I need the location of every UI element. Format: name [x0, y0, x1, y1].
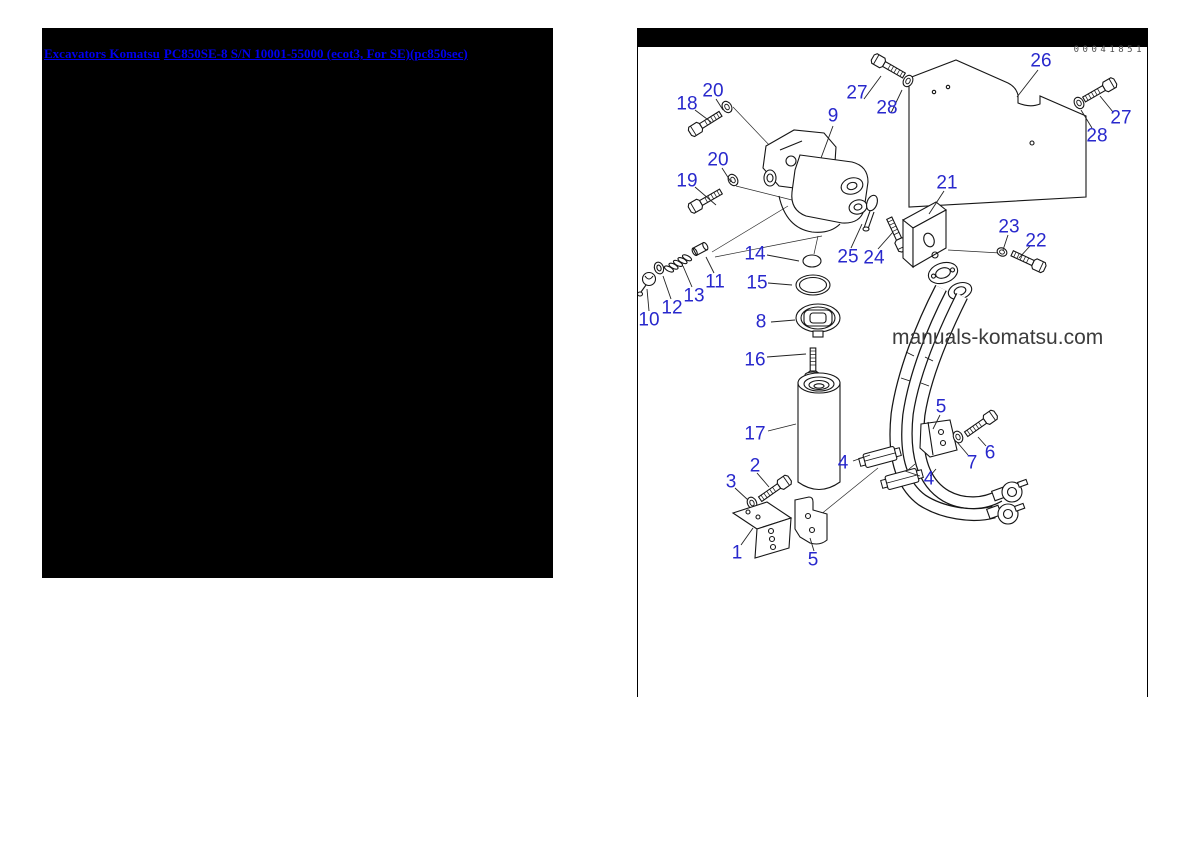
- washer-20-lower: [726, 173, 740, 188]
- seal-14: [803, 255, 821, 267]
- part-number-callout-17: 17: [744, 423, 766, 445]
- part-number-callout-9: 9: [827, 105, 839, 127]
- diagram-top-bar: [637, 28, 1148, 47]
- part-number-callout-2: 2: [749, 455, 761, 477]
- filter-element-17: [798, 373, 840, 490]
- callout-leader-line: [771, 320, 795, 322]
- parts-diagram-panel: [637, 28, 1148, 697]
- bolt-22: [1010, 248, 1047, 273]
- part-number-callout-18: 18: [676, 93, 698, 115]
- part-number-callout-19: 19: [676, 170, 698, 192]
- part-number-callout-27: 27: [846, 82, 868, 104]
- hose-flange-upper: [926, 259, 961, 287]
- figure-serial-number: 00041851: [1073, 45, 1145, 55]
- breadcrumb: [42, 28, 553, 61]
- part-number-callout-11: 11: [705, 271, 725, 293]
- callout-leader-line: [683, 266, 692, 287]
- bolt-27-right: [1081, 77, 1118, 105]
- part-number-callout-20: 20: [707, 149, 729, 171]
- part-number-callout-4: 4: [837, 452, 849, 474]
- callout-leader-line: [1017, 70, 1038, 97]
- part-number-callout-16: 16: [744, 349, 766, 371]
- callout-leader-line: [767, 354, 806, 357]
- part-number-callout-5: 5: [935, 396, 947, 418]
- part-number-callout-25: 25: [837, 246, 859, 268]
- left-black-panel: [42, 28, 553, 578]
- part-number-callout-7: 7: [966, 452, 978, 474]
- filter-head-9: [763, 130, 869, 232]
- parts-diagram-image: [637, 47, 1148, 697]
- part-number-callout-13: 13: [683, 285, 705, 307]
- part-number-callout-14: 14: [744, 243, 766, 265]
- callout-leader-line: [741, 528, 753, 545]
- block-21: [903, 202, 946, 267]
- part-number-callout-3: 3: [725, 471, 737, 493]
- part-number-callout-10: 10: [638, 309, 660, 331]
- part-number-callout-28: 28: [876, 97, 898, 119]
- callout-leader-line: [767, 255, 799, 261]
- bolt-6: [963, 409, 999, 439]
- part-number-callout-27: 27: [1110, 107, 1132, 129]
- part-number-callout-8: 8: [755, 311, 767, 333]
- part-number-callout-28: 28: [1086, 125, 1108, 147]
- nut-23: [996, 246, 1008, 257]
- bolt-27-left: [870, 53, 907, 81]
- part-number-callout-5: 5: [807, 549, 819, 571]
- washer-20-upper: [720, 100, 734, 115]
- part-number-callout-15: 15: [746, 272, 768, 294]
- callout-leader-line: [768, 283, 792, 285]
- part-number-callout-12: 12: [661, 297, 683, 319]
- breadcrumb-link-model[interactable]: PC850SE-8 S/N 10001-55000 (ecot3, For SE)(pc850sec): [163, 46, 468, 61]
- part-number-callout-6: 6: [984, 442, 996, 464]
- part-number-callout-1: 1: [731, 542, 743, 564]
- valve-plug-10: [638, 273, 656, 297]
- callout-leader-line: [663, 276, 671, 299]
- cover-8: [796, 304, 840, 337]
- valve-seat-11: [691, 242, 709, 257]
- washer-12: [653, 261, 666, 275]
- clamp-plate-5-right: [920, 420, 957, 457]
- watermark: manuals-komatsu.com: [892, 326, 1104, 349]
- exploded-parts-drawing: [638, 47, 1147, 697]
- part-number-callout-23: 23: [998, 216, 1020, 238]
- spring-13: [664, 254, 693, 274]
- callout-leader-line: [851, 224, 862, 248]
- callout-leader-line: [647, 289, 649, 311]
- part-number-callout-21: 21: [936, 172, 958, 194]
- part-number-callout-22: 22: [1025, 230, 1047, 252]
- part-number-callout-24: 24: [863, 247, 885, 269]
- callout-leader-line: [878, 232, 893, 249]
- oring-15: [796, 275, 830, 295]
- callout-leader-line: [768, 424, 796, 431]
- bolt-2: [757, 474, 793, 504]
- part-number-callout-26: 26: [1030, 50, 1052, 72]
- part-number-callout-20: 20: [702, 80, 724, 102]
- breadcrumb-link-category[interactable]: Excavators Komatsu: [44, 46, 160, 61]
- part-number-callout-4: 4: [923, 468, 935, 490]
- callout-leader-line: [735, 488, 748, 500]
- bracket-5-bottom: [795, 497, 827, 544]
